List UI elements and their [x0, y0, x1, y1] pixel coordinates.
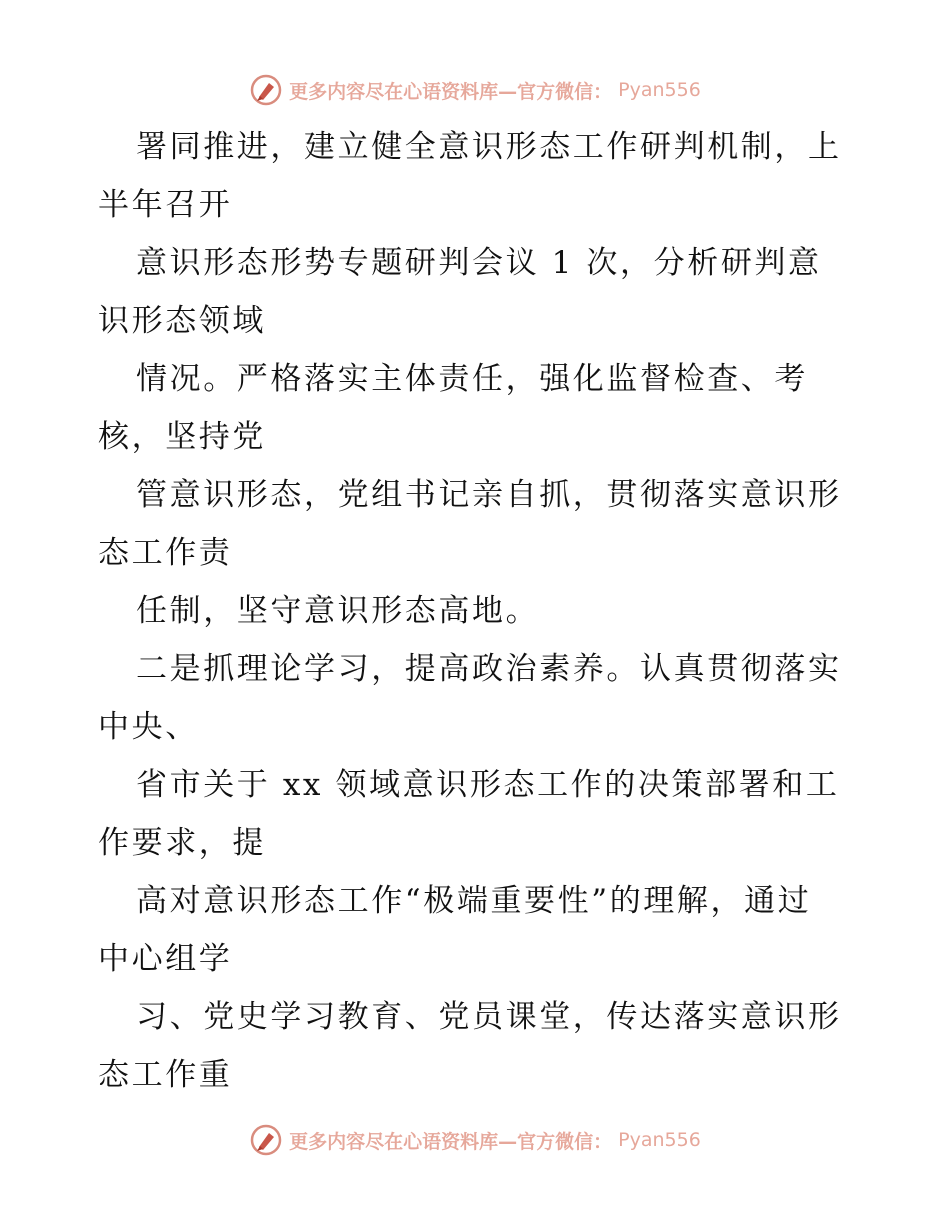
- watermark-account: Pyan556: [618, 79, 701, 101]
- paragraph-line: 情况。严格落实主体责任，强化监督检查、考: [136, 361, 808, 397]
- paragraph-line: 习、党史学习教育、党员课堂，传达落实意识形: [136, 999, 842, 1035]
- paragraph-line: 署同推进，建立健全意识形态工作研判机制，上: [136, 129, 842, 165]
- paragraph-line: 半年召开: [98, 187, 233, 223]
- watermark-site-text: 更多内容尽在心语资料库—官方微信：: [289, 80, 613, 103]
- paragraph-line: 中心组学: [98, 941, 233, 977]
- header-watermark: [0, 70, 950, 110]
- paragraph-line: 意识形态形势专题研判会议 1 次，分析研判意: [136, 245, 822, 281]
- document-body: [98, 118, 858, 1104]
- paragraph-line: 管意识形态，党组书记亲自抓，贯彻落实意识形: [136, 477, 842, 513]
- paragraph-line: 二是抓理论学习，提高政治素养。认真贯彻落实: [136, 651, 842, 687]
- paragraph-line: 高对意识形态工作“极端重要性”的理解，通过: [136, 883, 812, 919]
- watermark-site-text: 更多内容尽在心语资料库—官方微信：: [289, 1130, 613, 1153]
- paragraph-line: 作要求，提: [98, 825, 266, 861]
- paragraph-line: 态工作责: [98, 535, 233, 571]
- paragraph-line: 核，坚持党: [98, 419, 266, 455]
- pen-nib-icon: [249, 1123, 283, 1157]
- paragraph-line: 识形态领域: [98, 303, 266, 339]
- paragraph-line: 中央、: [98, 709, 199, 745]
- watermark-account: Pyan556: [618, 1129, 701, 1151]
- paragraph-line: 任制，坚守意识形态高地。: [136, 593, 540, 629]
- footer-watermark: [0, 1120, 950, 1160]
- paragraph-line: 省市关于 xx 领域意识形态工作的决策部署和工: [136, 767, 840, 803]
- paragraph-line: 态工作重: [98, 1057, 233, 1093]
- pen-nib-icon: [249, 73, 283, 107]
